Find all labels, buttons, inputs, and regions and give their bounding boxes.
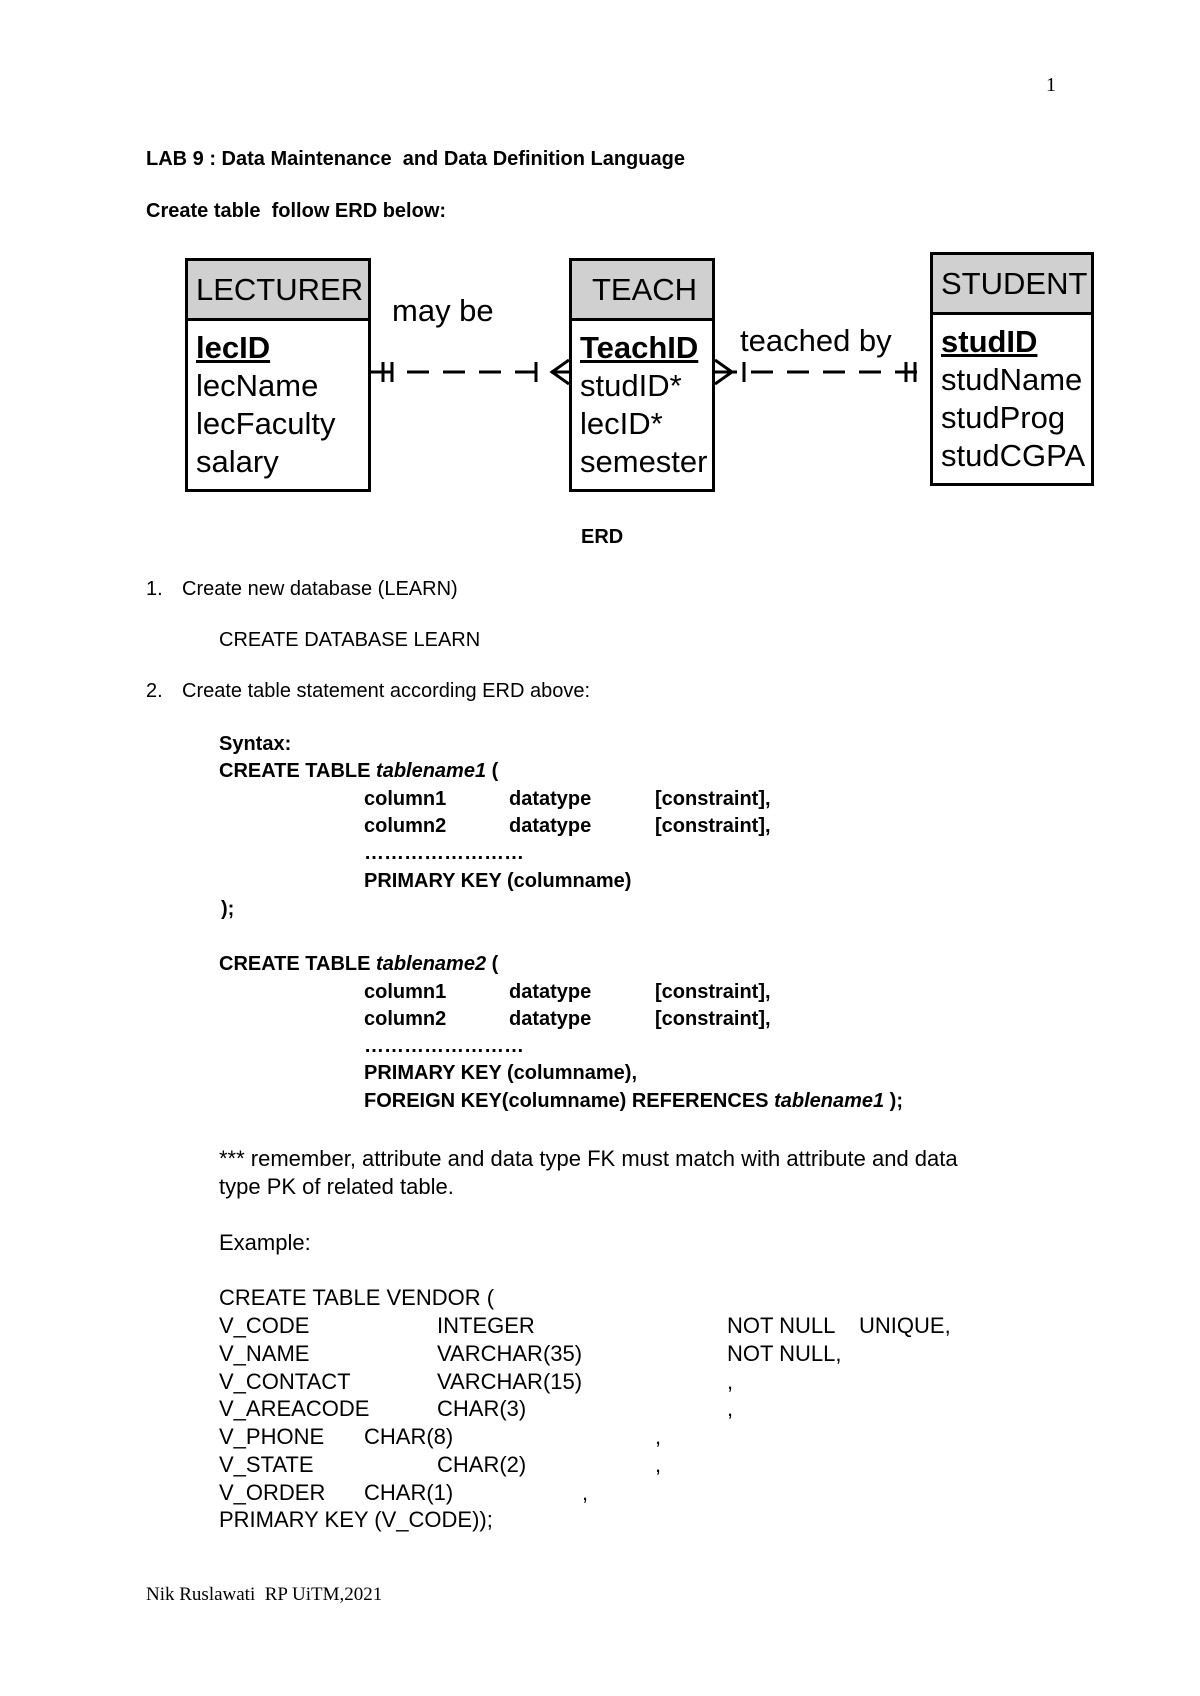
placeholder-tablename: tablename1 [376,760,487,782]
syntax-primary-key: PRIMARY KEY (columname) [364,870,632,892]
example-constraint: , [727,1369,734,1394]
attribute: studName [941,362,1083,397]
attribute: studProg [941,400,1066,435]
syntax-datatype: datatype [509,815,592,837]
example-datatype: VARCHAR(35) [437,1341,583,1366]
relationship-label-teached-by: teached by [740,323,892,358]
placeholder-tablename: tablename2 [376,953,487,975]
example-constraint: , [655,1424,662,1449]
relationship-label-may-be: may be [392,293,494,328]
example-column-name: V_CONTACT [219,1369,351,1394]
entity-name: STUDENT [933,255,1091,315]
example-datatype: INTEGER [437,1313,535,1338]
attribute: lecID* [580,406,663,441]
relationship-lines [0,0,1200,520]
erd-caption: ERD [581,526,624,548]
syntax-create-table-1: CREATE TABLE tablename1 ( [219,760,499,782]
attribute: studID* [580,368,682,403]
example-label: Example: [219,1230,311,1255]
example-column-name: V_CODE [219,1313,310,1338]
entity-name: LECTURER [188,261,368,321]
syntax-datatype: datatype [509,1008,592,1030]
note-line: type PK of related table. [219,1174,454,1199]
syntax-close: ); [221,898,235,920]
syntax-column-name: column1 [364,981,447,1003]
example-datatype: CHAR(8) [364,1424,454,1449]
step-text: Create new database (LEARN) [182,578,458,600]
example-column-name: V_STATE [219,1452,314,1477]
example-column-name: V_PHONE [219,1424,325,1449]
example-column-name: V_ORDER [219,1480,326,1505]
attribute: lecFaculty [196,406,336,441]
attribute: salary [196,444,279,479]
example-datatype: VARCHAR(15) [437,1369,583,1394]
attribute: semester [580,444,708,479]
syntax-primary-key: PRIMARY KEY (columname), [364,1062,638,1084]
attribute: studCGPA [941,438,1086,473]
step-number: 2. [146,680,163,702]
syntax-ellipsis: …………………… [364,1035,524,1057]
note-line: *** remember, attribute and data type FK must match with attribute and data [219,1146,958,1171]
example-datatype: CHAR(3) [437,1396,527,1421]
syntax-foreign-key: FOREIGN KEY(columname) REFERENCES tablename1 ); [364,1090,904,1112]
example-column-name: V_NAME [219,1341,310,1366]
example-constraint: NOT NULL, [727,1341,842,1366]
example-column-name: V_AREACODE [219,1396,370,1421]
syntax-datatype: datatype [509,981,592,1003]
syntax-create-table-2: CREATE TABLE tablename2 ( [219,953,499,975]
example-create-table: CREATE TABLE VENDOR ( [219,1285,495,1310]
attribute: lecName [196,368,319,403]
syntax-label: Syntax: [219,733,292,755]
syntax-column-name: column2 [364,815,447,837]
step-text: Create table statement according ERD above: [182,680,590,702]
syntax-constraint: [constraint], [655,788,771,810]
syntax-column-name: column2 [364,1008,447,1030]
entity-name: TEACH [572,261,712,321]
example-constraint: , [655,1452,662,1477]
syntax-datatype: datatype [509,788,592,810]
page-number: 1 [1046,74,1056,96]
example-constraint: , [582,1480,589,1505]
example-primary-key: PRIMARY KEY (V_CODE)); [219,1507,493,1532]
syntax-constraint: [constraint], [655,1008,771,1030]
syntax-constraint: [constraint], [655,981,771,1003]
example-datatype: CHAR(2) [437,1452,527,1477]
primary-key: lecID [196,330,271,365]
example-datatype: CHAR(1) [364,1480,454,1505]
example-constraint: NOT NULL UNIQUE, [727,1313,951,1338]
example-constraint: , [727,1396,734,1421]
syntax-constraint: [constraint], [655,815,771,837]
lab-title: LAB 9 : Data Maintenance and Data Definition Language [146,148,685,170]
primary-key: studID [941,324,1038,359]
placeholder-tablename: tablename1 [774,1090,885,1112]
syntax-ellipsis: …………………… [364,842,524,864]
page-footer: Nik Ruslawati RP UiTM,2021 [146,1584,383,1605]
code-create-database: CREATE DATABASE LEARN [219,629,481,651]
lab-subtitle: Create table follow ERD below: [146,200,447,222]
syntax-column-name: column1 [364,788,447,810]
step-number: 1. [146,578,163,600]
primary-key: TeachID [580,330,699,365]
